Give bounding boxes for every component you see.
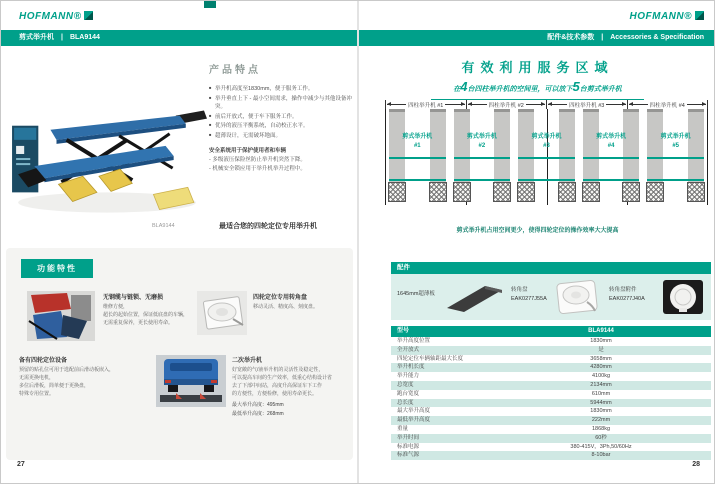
post-column-hatch <box>558 182 576 202</box>
arrow-left-icon <box>387 104 406 105</box>
feature-item-title: 四轮定位专用转角盘 <box>253 295 308 301</box>
page-gutter <box>357 1 359 484</box>
spec-row: 最低举升高度 222mm <box>391 416 711 425</box>
feature-item-line: 特殊专用位置。 <box>19 391 55 397</box>
hofmann-logo-icon <box>695 11 704 20</box>
post-lift-label: 四柱举升机 #4 <box>649 102 685 109</box>
arrow-left-icon <box>468 104 487 105</box>
crossbeam-line <box>454 179 511 181</box>
subtitle-count-5: 5 <box>572 79 580 94</box>
accessories-area <box>391 274 711 320</box>
crossbeam-line <box>647 179 704 181</box>
page-number-left: 27 <box>17 461 25 468</box>
safety-item: - 机械安全锁应用于举升机举升过程中。 <box>209 165 306 172</box>
spec-header-model: BLA9144 <box>588 328 614 334</box>
spec-row: 全开放式 是 <box>391 346 711 355</box>
post-column-hatch <box>493 182 511 202</box>
subtitle-text: 台剪式举升机 <box>579 86 622 93</box>
accessory-block <box>511 286 547 305</box>
feature-item-line: 的方便性，方便检修，使用寿命更长。 <box>232 391 318 397</box>
service-area-diagram <box>385 100 708 212</box>
subtitle-count-4: 4 <box>460 79 468 94</box>
spec-row: 举升能力 4100kg <box>391 372 711 381</box>
spec-table-header <box>391 326 711 337</box>
ramp-board-image <box>445 280 505 314</box>
scissor-lift-bay <box>450 109 515 202</box>
feature-item-title: 备有四轮定位设备 <box>19 358 68 364</box>
arrow-left-icon <box>629 104 648 105</box>
scissor-lift-product-photo <box>6 89 208 221</box>
right-header-bar <box>359 30 715 46</box>
left-header-text: 剪式举升机 | BLA9144 <box>19 34 100 41</box>
arrow-right-icon <box>606 104 625 105</box>
crossbeam-line <box>389 179 446 181</box>
right-page <box>359 1 715 484</box>
accessory-part-number: EAK0277J55A <box>511 296 547 303</box>
turntable-adapter-image <box>661 278 705 316</box>
turntable-photo <box>197 291 247 335</box>
feature-item-alignment-ready <box>19 355 154 398</box>
turntable-image <box>555 278 599 316</box>
feature-bullet: ■ 举升机高度至1830mm，便于服务工作。 <box>209 85 355 94</box>
post-lift-label: 四柱举升机 #2 <box>488 102 524 109</box>
scissor-lift-bay <box>385 109 450 202</box>
spec-header-label: 型号 <box>397 328 410 334</box>
spec-row: 举升高度位置 1830mm <box>391 337 711 346</box>
feature-item-line: 可以提高车间的生产效率，低重心结构设计省 <box>232 375 333 381</box>
post-column-hatch <box>453 182 471 202</box>
arrow-right-icon <box>687 104 706 105</box>
product-features-section <box>209 61 355 173</box>
feature-item-line: 好宽敞的气/液举升机的灵活性及稳定性， <box>232 367 324 373</box>
post-lift-label: 四柱举升机 #3 <box>569 102 605 109</box>
accessory-name: 1645mm超薄板 <box>397 291 435 297</box>
feature-item-title: 二次举升机 <box>232 358 263 364</box>
safety-note <box>209 147 355 173</box>
subtitle-text: 在 <box>453 86 461 93</box>
dimension-segment <box>627 100 709 109</box>
feature-item-title: 无钢缆与链锁、无磨损 <box>103 295 164 301</box>
page-number-right: 28 <box>692 461 700 468</box>
safety-item: - 多级液压保险丝防止举升机突然下降。 <box>209 156 306 163</box>
accessory-name: 转角盘附件 <box>609 287 637 293</box>
spec-row: 四轮定位车辆轴距最大长度 3658mm <box>391 355 711 364</box>
scissor-lift-label: 剪式举升机 #3 <box>531 134 562 149</box>
service-area-title: 有效利用服务区域 <box>461 60 614 75</box>
feature-item-line: 无需更换电机， <box>19 375 55 381</box>
post-column-hatch <box>687 182 705 202</box>
safety-title: 安全系统用于保护使用者和车辆 <box>209 148 287 155</box>
crossbeam-line <box>518 157 575 159</box>
spec-row: 举升机长度 4280mm <box>391 363 711 372</box>
crossbeam-line <box>583 179 640 181</box>
hofmann-logo <box>630 11 704 22</box>
hofmann-logo-text: HOFMANN® <box>629 11 692 22</box>
feature-item-secondary-lift <box>232 355 352 418</box>
product-features-list <box>209 85 355 140</box>
feature-item-line: 多位后滑板，简单便于更换盘， <box>19 383 90 389</box>
spec-row: 跑台宽度 610mm <box>391 390 711 399</box>
scissor-lift-bay <box>579 109 644 202</box>
product-tagline: 最适合您的四轮定位专用举升机 <box>219 223 317 230</box>
crossbeam-line <box>389 157 446 159</box>
scissor-lift-label: 剪式举升机 #4 <box>596 134 627 149</box>
service-area-subtitle <box>431 78 643 100</box>
subtitle-text: 台四柱举升机的空间里，可以放下 <box>467 86 573 93</box>
secondary-lift-photo <box>156 355 226 407</box>
post-column-hatch <box>388 182 406 202</box>
feature-item-no-cable <box>103 292 203 327</box>
post-column-hatch <box>517 182 535 202</box>
scissor-lift-bay <box>643 109 708 202</box>
hofmann-logo-icon <box>84 11 93 20</box>
feature-item-turntable <box>253 292 353 311</box>
feature-item-line: 维修方便， <box>103 304 129 310</box>
feature-item-line: 移动灵活、精度高、刻度盘。 <box>253 304 319 310</box>
accessories-header: 配件 <box>391 262 711 274</box>
spec-row: 标准电源 380-415V，3Ph,50/60Hz <box>391 443 711 452</box>
post-lift-dimension-row <box>385 100 708 109</box>
left-page <box>1 1 358 484</box>
product-model-caption: BLA9144 <box>152 223 175 229</box>
feature-bullet: ■ 举升垂直上下 - 最小空间需求，操作中减少与其他设备冲突。 <box>209 95 355 112</box>
feature-item-line: 超长的起始位置，保证低底盘的车辆， <box>103 312 189 318</box>
bays-area <box>385 109 708 205</box>
arrow-right-icon <box>445 104 464 105</box>
arrow-right-icon <box>526 104 545 105</box>
function-features-title: 功能特性 <box>21 259 93 278</box>
product-features-title: 产品特点 <box>209 65 261 76</box>
scissor-lift-bay <box>514 109 579 202</box>
post-column-hatch <box>622 182 640 202</box>
spec-row: 重量 1868kg <box>391 425 711 434</box>
left-header-bar <box>1 30 358 46</box>
crossbeam-line <box>583 157 640 159</box>
feature-bullet: ■ 前后开放式，便于车下服务工作。 <box>209 113 355 122</box>
dimension-segment <box>385 100 466 109</box>
crossbeam-line <box>454 157 511 159</box>
right-header-text: 配件&技术参数 | Accessories & Specification <box>547 34 704 41</box>
service-area-subtitle-wrap <box>359 78 715 100</box>
feature-item-line: 无需重复保养，更长使用寿命。 <box>103 320 174 326</box>
hofmann-logo <box>19 11 93 22</box>
dimension-segment <box>546 100 627 109</box>
feature-bullet: ■ 优异的液压平衡系统，自动校正水平。 <box>209 122 355 131</box>
spec-row: 标准气源 8-10bar <box>391 451 711 460</box>
dimension-segment <box>466 100 547 109</box>
no-cable-photo <box>27 291 95 341</box>
diagram-caption: 剪式举升机占用空间更少，使得四轮定位的操作效率大大提高 <box>456 228 619 234</box>
crossbeam-line <box>647 157 704 159</box>
scissor-lift-label: 剪式举升机 #5 <box>660 134 691 149</box>
arrow-left-icon <box>548 104 567 105</box>
spec-row: 举升时间 60秒 <box>391 434 711 443</box>
max-lift-height: 最大举升高度：495mm <box>232 402 284 408</box>
edge-tab-mark <box>204 1 216 8</box>
crossbeam-line <box>518 179 575 181</box>
feature-bullet: ■ 超薄设计，无需破坏地面。 <box>209 132 355 141</box>
accessory-name: 转角盘 <box>511 287 528 293</box>
spec-row: 最大举升高度 1830mm <box>391 407 711 416</box>
spec-table <box>391 326 711 460</box>
spec-row: 总长度 5944mm <box>391 399 711 408</box>
function-features-panel <box>6 248 353 460</box>
scissor-lift-label: 剪式举升机 #2 <box>466 134 497 149</box>
scissor-lift-label: 剪式举升机 #1 <box>402 134 433 149</box>
min-lift-height: 最低举升高度：268mm <box>232 410 284 417</box>
accessory-part-number: EAK0277J40A <box>609 296 645 303</box>
hofmann-logo-text: HOFMANN® <box>19 11 82 22</box>
feature-item-line: 去了下部中间站，高度升高保证车下工作 <box>232 383 323 389</box>
post-column-hatch <box>582 182 600 202</box>
post-column-hatch <box>429 182 447 202</box>
post-column-hatch <box>646 182 664 202</box>
post-lift-label: 四柱举升机 #1 <box>408 102 444 109</box>
spec-row: 总宽度 2134mm <box>391 381 711 390</box>
feature-item-line: 预留的贴孔位可用于选配前后滑动板嵌入， <box>19 367 115 373</box>
accessory-block <box>609 286 645 305</box>
